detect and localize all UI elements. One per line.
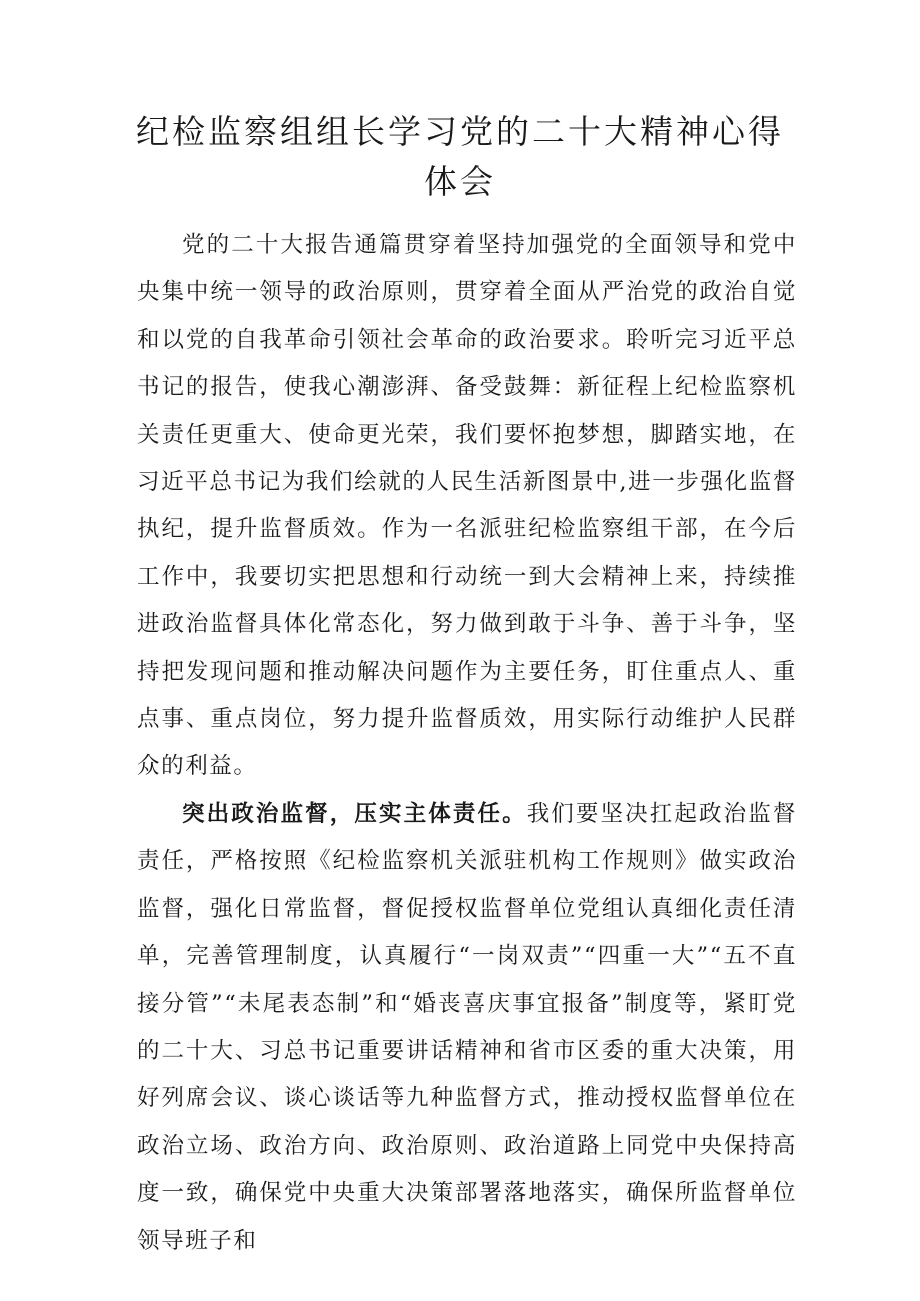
document-body: [137, 222, 797, 1265]
paragraph-lead-heading: 突出政治监督，压实主体责任。: [182, 800, 527, 827]
document-title-line-2: 体会: [424, 162, 496, 201]
document-title-line-1: 纪检监察组组长学习党的二十大精神心得: [136, 112, 784, 151]
paragraph-political-supervision: [137, 791, 797, 1265]
paragraph-body-text: 我们要坚决扛起政治监督责任，严格按照《纪检监察机关派驻机构工作规则》做实政治监督，强化日常监督，督促授权监督单位党组认真细化责任清单，完善管理制度，认真履行“一岗双责”“四重一大”“五不直接分管”“未尾表态制”和“婚丧喜庆事宜报备”制度等，紧盯党的二十大、习总书记重要讲话精神和省市区委的重大决策，用好列席会议、谈心谈话等九种监督方式，推动授权监督单位在政治立场、政治方向、政治原则、政治道路上同党中央保持高度一致，确保党中央重大决策部署落地落实，确保所监督单位领导班子和: [137, 800, 797, 1254]
paragraph-intro: 党的二十大报告通篇贯穿着坚持加强党的全面领导和党中央集中统一领导的政治原则，贯穿着全面从严治党的政治自觉和以党的自我革命引领社会革命的政治要求。聆听完习近平总书记的报告，使我心潮澎湃、备受鼓舞：新征程上纪检监察机关责任更重大、使命更光荣，我们要怀抱梦想，脚踏实地，在习近平总书记为我们绘就的人民生活新图景中,进一步强化监督执纪，提升监督质效。作为一名派驻纪检监察组干部，在今后工作中，我要切实把思想和行动统一到大会精神上来，持续推进政治监督具体化常态化，努力做到敢于斗争、善于斗争，坚持把发现问题和推动解决问题作为主要任务，盯住重点人、重点事、重点岗位，努力提升监督质效，用实际行动维护人民群众的利益。: [137, 232, 797, 780]
